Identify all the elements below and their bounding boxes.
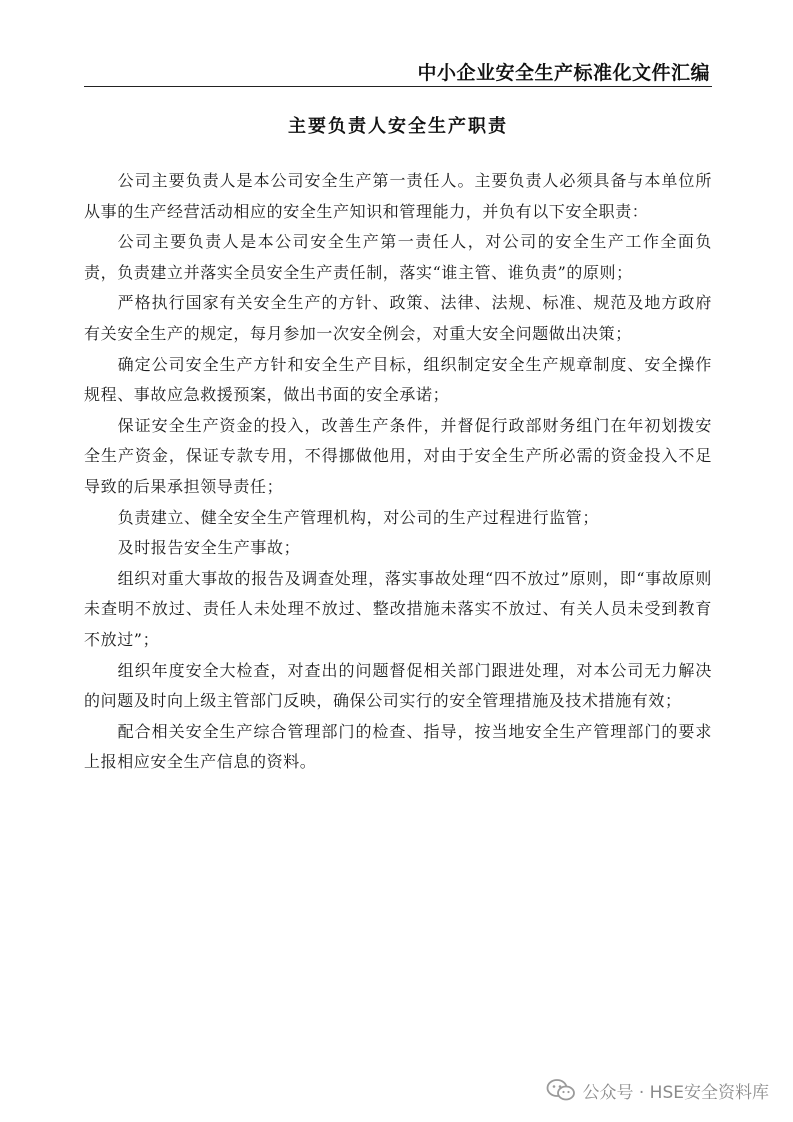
header-title: 中小企业安全生产标准化文件汇编 bbox=[417, 62, 710, 84]
paragraph-duty-6: 及时报告安全生产事故； bbox=[117, 538, 301, 558]
paragraph-duty-7: 组织对重大事故的报告及调查处理，落实事故处理“四不放过”原则，即“事故原则未查明不放过、责任人未处理不放过、整改措施未落实不放过、有关人员未受到教育不放过”； bbox=[84, 568, 712, 649]
wechat-icon bbox=[546, 1078, 576, 1102]
paragraph-duty-9: 配合相关安全生产综合管理部门的检查、指导，按当地安全生产管理部门的要求上报相应安全生产信息的资料。 bbox=[84, 721, 712, 772]
paragraph-duty-1: 公司主要负责人是本公司安全生产第一责任人，对公司的安全生产工作全面负责，负责建立并落实全员安全生产责任制，落实“谁主管、谁负责”的原则； bbox=[84, 232, 712, 282]
page-header bbox=[84, 56, 712, 87]
paragraph-intro: 公司主要负责人是本公司安全生产第一责任人。主要负责人必须具备与本单位所从事的生产经营活动相应的安全生产知识和管理能力，并负有以下安全职责： bbox=[84, 171, 712, 221]
paragraph-duty-5: 负责建立、健全安全生产管理机构，对公司的生产过程进行监管； bbox=[117, 507, 599, 527]
document-title: 主要负责人安全生产职责 bbox=[288, 116, 508, 137]
paragraph-duty-2: 严格执行国家有关安全生产的方针、政策、法律、法规、标准、规范及地方政府有关安全生产的规定，每月参加一次安全例会，对重大安全问题做出决策； bbox=[84, 293, 712, 343]
paragraph-duty-4: 保证安全生产资金的投入，改善生产条件，并督促行政部财务组门在年初划拨安全生产资金，保证专款专用，不得挪做他用，对由于安全生产所必需的资金投入不足导致的后果承担领导责任； bbox=[84, 415, 712, 496]
watermark bbox=[546, 1074, 769, 1106]
watermark-text: 公众号 · HSE安全资料库 bbox=[582, 1082, 769, 1103]
document-body bbox=[84, 166, 712, 778]
paragraph-duty-8: 组织年度安全大检查，对查出的问题督促相关部门跟进处理，对本公司无力解决的问题及时向上级主管部门反映，确保公司实行的安全管理措施及技术措施有效； bbox=[84, 660, 712, 711]
paragraph-duty-3: 确定公司安全生产方针和安全生产目标，组织制定安全生产规章制度、安全操作规程、事故应急救援预案，做出书面的安全承诺； bbox=[84, 354, 712, 405]
